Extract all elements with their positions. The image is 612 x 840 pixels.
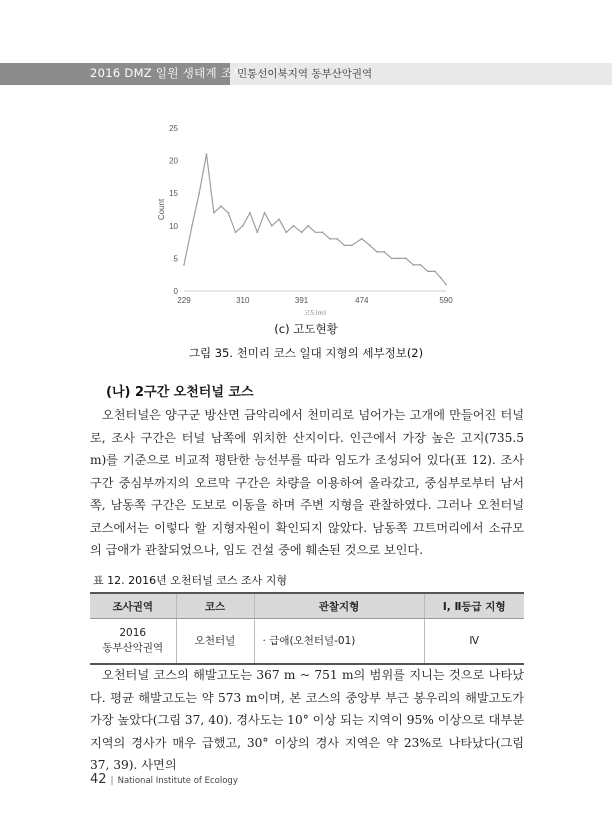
body-paragraph-2: 오천터널 코스의 해발고도는 367 m ~ 751 m의 범위를 지니는 것으로 나타났다. 평균 해발고도는 약 573 m이며, 본 코스의 중앙부 부근 봉우리의 해발고도가 가장 높았다(그림 37, 40). 경사도는 10° 이상 되는 지역이 95% 이상으로 대부분 지역의 경사가 매우 급했고, 30° 이상의 경사 지역은 약 23%로 나타났다(그림 37, 39). 사면의: [90, 668, 524, 772]
table-header-row: [90, 593, 524, 619]
institute-name: National Institute of Ecology: [117, 776, 238, 786]
subfigure-caption: (c) 고도현황: [274, 322, 338, 336]
table-header-cell: 코스: [176, 593, 254, 619]
table-header-cell: 관찰지형: [254, 593, 424, 619]
table-row: [90, 619, 524, 665]
data-point: [336, 238, 338, 240]
table-header-cell: 조사권역: [90, 593, 176, 619]
data-point: [405, 258, 407, 260]
data-point: [376, 251, 378, 253]
data-point: [183, 264, 185, 266]
data-point: [412, 264, 414, 266]
y-tick-label: 25: [169, 124, 178, 133]
x-tick-label: 474: [355, 296, 369, 305]
data-point: [242, 225, 244, 227]
data-point: [344, 245, 346, 247]
table-header-cell: Ⅰ, Ⅱ등급 지형: [424, 593, 524, 619]
page-footer: [90, 772, 238, 787]
table-cell-course: 오천터널: [176, 619, 254, 665]
data-point: [293, 225, 295, 227]
data-point: [361, 238, 363, 240]
data-point: [220, 205, 222, 207]
altitude-histogram-chart: [150, 115, 460, 315]
x-tick-label: 310: [236, 296, 250, 305]
y-tick-label: 10: [169, 221, 178, 231]
data-point: [256, 231, 258, 233]
data-point: [427, 271, 429, 273]
table-title: 표 12. 2016년 오천터널 코스 조사 지형: [93, 574, 287, 587]
x-axis-title: 고도(m): [303, 310, 327, 315]
data-point: [398, 258, 400, 260]
data-point: [271, 225, 273, 227]
y-tick-label: 20: [169, 156, 178, 166]
data-point: [249, 212, 251, 214]
y-tick-label: 0: [173, 287, 178, 296]
data-point: [213, 212, 215, 214]
data-point: [322, 231, 324, 233]
footer-separator: |: [110, 776, 114, 786]
x-tick-label: 229: [177, 296, 191, 305]
y-axis-title: Count: [157, 198, 166, 221]
data-point: [369, 245, 371, 247]
data-point: [301, 231, 303, 233]
data-point: [391, 258, 393, 260]
data-point: [420, 264, 422, 266]
data-point: [285, 231, 287, 233]
series-line: [184, 154, 446, 284]
table-cell-landform: · 급애(오천터널-01): [254, 619, 424, 665]
data-point: [278, 218, 280, 220]
header-report-title: 2016 DMZ 일원 생태계 조사: [90, 66, 244, 80]
body-paragraph-1: 오천터널은 양구군 방산면 금악리에서 천미리로 넘어가는 고개에 만들어진 터널로, 조사 구간은 터널 남쪽에 위치한 산지이다. 인근에서 가장 높은 고지(735.5 m)를 기준으로 비교적 평탄한 능선부를 따라 임도가 조성되어 있다(표 12). 조사 구간 중심부까지의 오르막 구간은 차량을 이용하여 올라갔고, 중심부로부터 남서쪽, 남동쪽 구간은 도보로 이동을 하며 주변 지형을 관찰하였다. 그러나 오천터널 코스에서는 이렇다 할 지형자원이 확인되지 않았다. 남동쪽 끄트머리에서 소규모의 급애가 관찰되었으나, 임도 건설 중에 훼손된 것으로 보인다.: [90, 408, 524, 557]
data-point: [315, 231, 317, 233]
header-region-title: 민통선이북지역 동부산악권역: [237, 68, 373, 80]
data-point: [235, 231, 237, 233]
data-point: [264, 212, 266, 214]
region-year: 2016: [119, 627, 147, 639]
y-tick-label: 5: [173, 254, 178, 264]
table-cell-region: [90, 619, 176, 665]
survey-landform-table: [90, 592, 524, 665]
data-point: [434, 271, 436, 273]
data-point: [307, 225, 309, 227]
y-tick-label: 15: [169, 189, 178, 199]
x-tick-label: 391: [294, 296, 309, 305]
page-number: 42: [90, 772, 107, 787]
data-point: [383, 251, 385, 253]
data-point: [440, 277, 442, 279]
region-name: 동부산악권역: [102, 642, 164, 654]
data-point: [206, 153, 208, 155]
data-point: [191, 225, 193, 227]
section-title: (나) 2구간 오천터널 코스: [106, 385, 254, 400]
data-point: [198, 192, 200, 194]
data-point: [329, 238, 331, 240]
data-point: [445, 284, 447, 286]
data-point: [351, 245, 353, 247]
figure-caption: 그림 35. 천미리 코스 일대 지형의 세부정보(2): [188, 346, 424, 360]
table-cell-grade: Ⅳ: [424, 619, 524, 665]
data-point: [227, 212, 229, 214]
x-tick-label: 590: [439, 296, 453, 305]
